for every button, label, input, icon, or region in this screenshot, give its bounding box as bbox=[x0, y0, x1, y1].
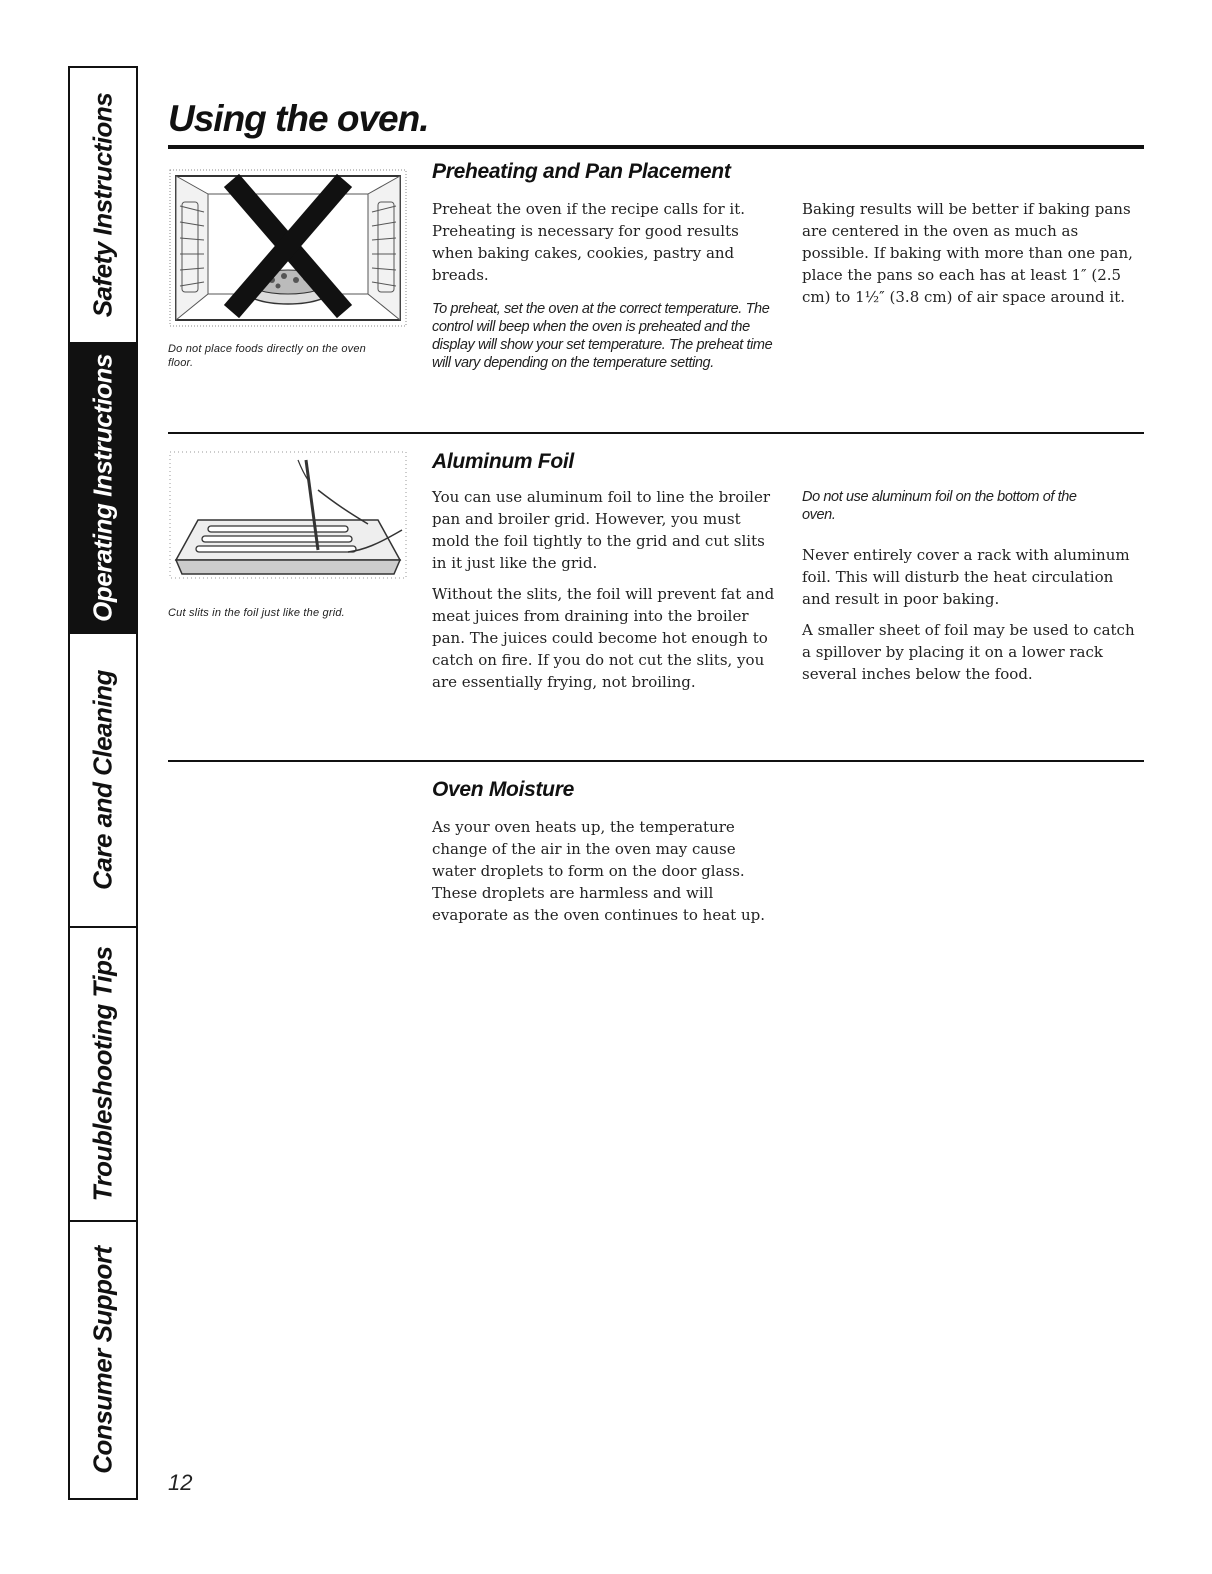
foil-note: Do not use aluminum foil on the bottom of the oven. bbox=[802, 489, 1077, 523]
tab-label: Care and Cleaning bbox=[87, 670, 118, 890]
tab-label: Consumer Support bbox=[87, 1246, 118, 1474]
foil-paragraph: Never entirely cover a rack with aluminum foil. This will disturb the heat circulation and result in poor baking. bbox=[802, 546, 1130, 608]
tab-label: Troubleshooting Tips bbox=[87, 946, 118, 1202]
oven-floor-caption: Do not place foods directly on the oven floor. bbox=[168, 343, 366, 369]
page-number: 12 bbox=[168, 1470, 193, 1495]
preheating-column-2 bbox=[802, 198, 1142, 317]
section-tab-strip bbox=[68, 66, 138, 1500]
foil-caption: Cut slits in the foil just like the grid. bbox=[168, 607, 345, 619]
moisture-column bbox=[432, 816, 777, 935]
moisture-paragraph: As your oven heats up, the temperature change of the air in the oven may cause water droplets to form on the door glass. These droplets are harmless and will evaporate as the oven continues to heat up. bbox=[432, 818, 765, 924]
foil-paragraph: Without the slits, the foil will prevent fat and meat juices from draining into the broiler pan. The juices could become hot enough to catch on fire. If you do not cut the slits, you are essentially frying, not broiling. bbox=[432, 585, 775, 691]
tab-label: Safety Instructions bbox=[87, 92, 118, 318]
tab-operating-instructions[interactable] bbox=[70, 344, 136, 634]
page-title: Using the oven. bbox=[168, 98, 429, 139]
preheating-paragraph: Preheat the oven if the recipe calls for it. Preheating is necessary for good results when baking cakes, cookies, pastry and breads. bbox=[432, 200, 746, 284]
tab-label: Operating Instructions bbox=[87, 354, 118, 622]
broiler-pan-illustration bbox=[168, 450, 408, 590]
section-divider bbox=[168, 432, 1144, 434]
foil-paragraph: You can use aluminum foil to line the broiler pan and broiler grid. However, you must mold the foil tightly to the grid and cut slits in it just like the grid. bbox=[432, 488, 771, 572]
foil-column-1 bbox=[432, 486, 777, 702]
section-divider bbox=[168, 760, 1144, 762]
tab-care-and-cleaning[interactable] bbox=[70, 634, 136, 928]
preheating-note: To preheat, set the oven at the correct temperature. The control will beep when the oven is preheated and the display will show your set temperature. The preheat time will vary depending on the temperature setting. bbox=[432, 301, 773, 371]
foil-paragraph: A smaller sheet of foil may be used to catch a spillover by placing it on a lower rack several inches below the food. bbox=[802, 621, 1135, 683]
preheating-column-1 bbox=[432, 198, 777, 295]
oven-moisture-heading: Oven Moisture bbox=[432, 778, 574, 801]
foil-column-2 bbox=[802, 544, 1142, 694]
preheating-heading: Preheating and Pan Placement bbox=[432, 160, 731, 183]
oven-floor-illustration bbox=[168, 166, 408, 328]
aluminum-foil-heading: Aluminum Foil bbox=[432, 450, 574, 473]
tab-consumer-support[interactable] bbox=[70, 1222, 136, 1498]
title-divider bbox=[168, 145, 1144, 149]
tab-troubleshooting-tips[interactable] bbox=[70, 928, 136, 1222]
tab-safety-instructions[interactable] bbox=[70, 68, 136, 344]
pan-placement-paragraph: Baking results will be better if baking pans are centered in the oven as much as possible. If baking with more than one pan, place the pans so each has at least 1″ (2.5 cm) to 1½″ (3.8 cm) of air space around it. bbox=[802, 200, 1133, 306]
